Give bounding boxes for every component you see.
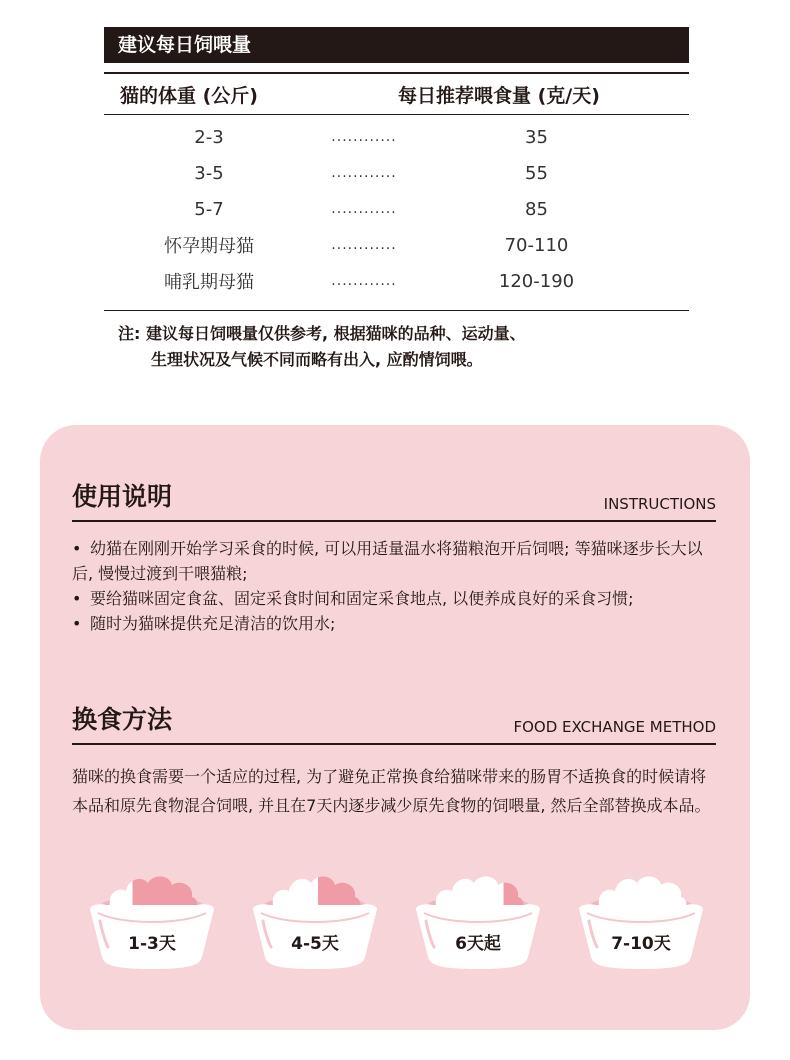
weight-cell: 2-3 (194, 126, 224, 148)
list-item-text: 随时为猫咪提供充足清洁的饮用水; (90, 614, 336, 633)
instructions-list (72, 536, 722, 636)
exchange-text: 猫咪的换食需要一个适应的过程, 为了避免正常换食给猫咪带来的肠胃不适换食的时候请将本品和原先食物混合饲喂, 并且在7天内逐步减少原先食物的饲喂量, 然后全部替换成本品。 (72, 767, 711, 815)
food-bowl-icon (245, 865, 385, 975)
instructions-header (72, 481, 716, 517)
divider (72, 743, 716, 745)
usage-panel (40, 425, 750, 1030)
stage-label: 4-5天 (291, 934, 339, 954)
stage-label: 6天起 (455, 934, 501, 954)
bowl-stage-2 (245, 865, 385, 975)
list-item (72, 611, 722, 636)
list-item (72, 536, 722, 586)
stage-label: 7-10天 (611, 934, 671, 954)
leader-dots: ............ (331, 201, 397, 217)
stage-label: 1-3天 (128, 934, 176, 954)
food-bowl-icon (408, 865, 548, 975)
table-row (104, 263, 689, 299)
column-header-weight: 猫的体重 (公斤) (120, 84, 258, 107)
bullet-mark: • (72, 539, 82, 558)
list-item (72, 586, 722, 611)
exchange-title: 换食方法 (72, 705, 173, 734)
divider (104, 310, 689, 311)
weight-cell: 怀孕期母猫 (164, 236, 254, 257)
exchange-title-en: FOOD EXCHANGE METHOD (513, 718, 716, 736)
table-row (104, 119, 689, 155)
bowl-stage-4 (571, 865, 711, 975)
table-row (104, 227, 689, 263)
bullet-mark: • (72, 614, 82, 633)
leader-dots: ............ (331, 237, 397, 253)
weight-cell: 哺乳期母猫 (164, 272, 254, 293)
table-row (104, 191, 689, 227)
divider (72, 520, 716, 522)
table-row (104, 155, 689, 191)
note-line: 注: 建议每日饲喂量仅供参考, 根据猫咪的品种、运动量、 (118, 324, 526, 343)
instructions-title-en: INSTRUCTIONS (603, 495, 716, 513)
instructions-title: 使用说明 (72, 482, 173, 511)
bullet-mark: • (72, 589, 82, 608)
leader-dots: ............ (331, 129, 397, 145)
feeding-header-row (104, 74, 689, 114)
note-line: 生理状况及气候不同而略有出入, 应酌情饲喂。 (151, 350, 483, 369)
amount-cell: 70-110 (504, 234, 569, 256)
leader-dots: ............ (331, 273, 397, 289)
amount-cell: 55 (525, 162, 548, 184)
food-bowl-icon (82, 865, 222, 975)
amount-cell: 35 (525, 126, 548, 148)
feeding-table (104, 27, 689, 373)
amount-cell: 120-190 (498, 270, 575, 292)
food-bowl-icon (571, 865, 711, 975)
exchange-stages (82, 865, 722, 975)
weight-cell: 3-5 (194, 162, 224, 184)
amount-cell: 85 (525, 198, 548, 220)
exchange-header (72, 704, 716, 740)
bowl-stage-1 (82, 865, 222, 975)
weight-cell: 5-7 (194, 198, 224, 220)
list-item-text: 要给猫咪固定食盆、固定采食时间和固定采食地点, 以便养成良好的采食习惯; (90, 589, 634, 608)
list-item-text: 幼猫在刚刚开始学习采食的时候, 可以用适量温水将猫粮泡开后饲喂; 等猫咪逐步长大以后, 慢慢过渡到干喂猫粮; (72, 539, 703, 583)
leader-dots: ............ (331, 165, 397, 181)
feeding-note (104, 321, 689, 373)
feeding-title: 建议每日饲喂量 (104, 27, 689, 63)
bowl-stage-3 (408, 865, 548, 975)
column-header-amount: 每日推荐喂食量 (克/天) (398, 84, 600, 107)
